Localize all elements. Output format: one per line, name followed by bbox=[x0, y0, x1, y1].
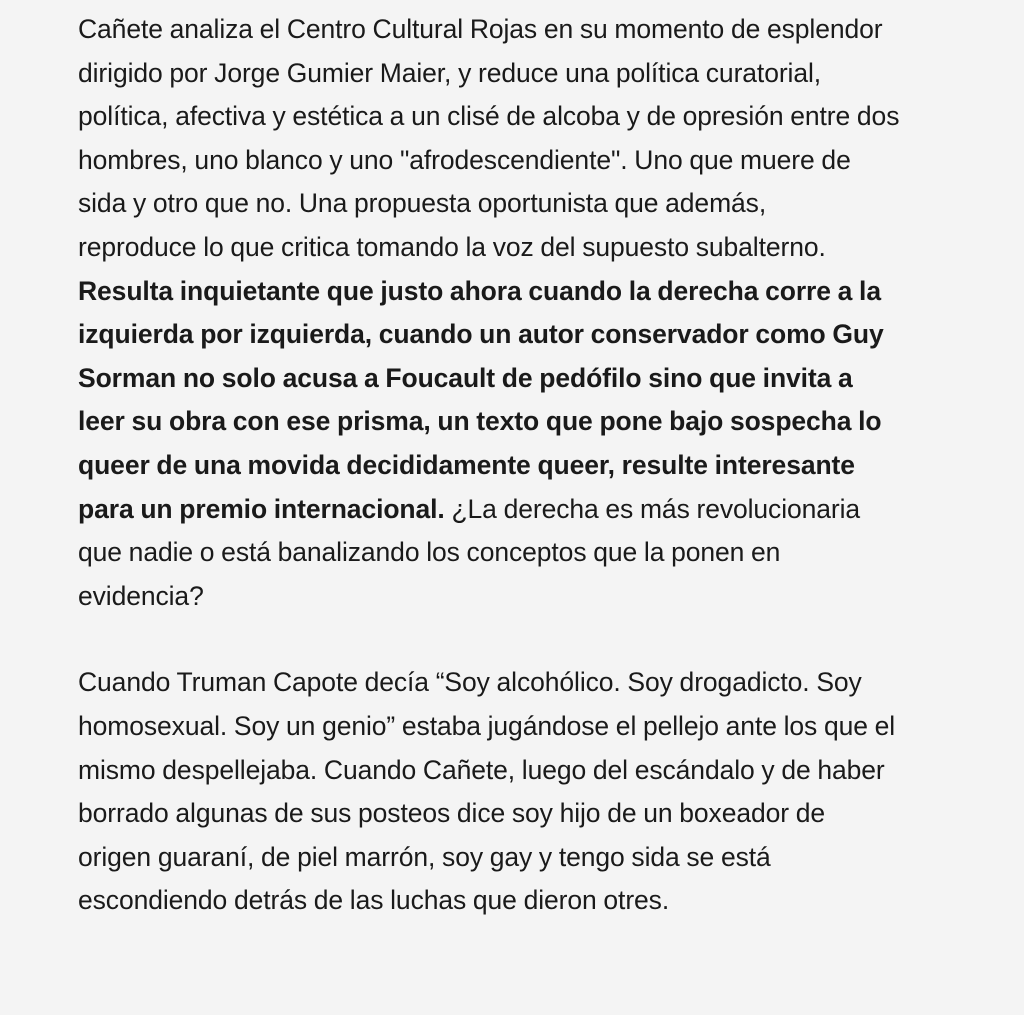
paragraph-1-line-13: que nadie o está banalizando los conceptos que la ponen en bbox=[78, 537, 781, 568]
paragraph-1-line-1: Cañete analiza el Centro Cultural Rojas en su momento de esplendor bbox=[78, 14, 883, 44]
paragraph-2-line-6: escondiendo detrás de las luchas que dieron otres. bbox=[78, 885, 670, 916]
paragraph-1-line-5: sida y otro que no. Una propuesta oportunista que además, bbox=[78, 188, 767, 219]
paragraph-1-line-3: política, afectiva y estética a un clisé de alcoba y de opresión entre dos bbox=[78, 101, 900, 132]
paragraph-1-line-12-bold-part: para un premio internacional. bbox=[78, 493, 445, 524]
paragraph-2-line-4: borrado algunas de sus posteos dice soy hijo de un boxeador de bbox=[78, 798, 826, 829]
article-body bbox=[78, 8, 978, 923]
paragraph-1-line-11: queer de una movida decididamente queer, resulte interesante bbox=[78, 449, 855, 480]
paragraph-1-line-14: evidencia? bbox=[78, 580, 204, 611]
paragraph-2 bbox=[78, 661, 978, 923]
paragraph-1-line-2: dirigido por Jorge Gumier Maier, y reduce una política curatorial, bbox=[78, 57, 822, 88]
paragraph-1 bbox=[78, 8, 978, 618]
paragraph-1-line-9: Sorman no solo acusa a Foucault de pedófilo sino que invita a bbox=[78, 362, 853, 393]
paragraph-2-line-5: origen guaraní, de piel marrón, soy gay y tengo sida se está bbox=[78, 841, 771, 872]
paragraph-1-line-6: reproduce lo que critica tomando la voz del supuesto subalterno. bbox=[78, 231, 826, 262]
paragraph-1-line-12 bbox=[78, 488, 978, 532]
paragraph-1-line-4: hombres, uno blanco y uno "afrodescendiente". Uno que muere de bbox=[78, 144, 851, 175]
paragraph-1-line-12-regular-part: ¿La derecha es más revolucionaria bbox=[444, 493, 861, 524]
paragraph-1-line-7: Resulta inquietante que justo ahora cuando la derecha corre a la bbox=[78, 275, 881, 306]
paragraph-1-line-8: izquierda por izquierda, cuando un autor conservador como Guy bbox=[78, 319, 884, 350]
paragraph-2-line-2: homosexual. Soy un genio” estaba jugándose el pellejo ante los que el bbox=[78, 710, 896, 741]
paragraph-2-line-1: Cuando Truman Capote decía “Soy alcohólico. Soy drogadicto. Soy bbox=[78, 667, 862, 698]
paragraph-2-line-3: mismo despellejaba. Cuando Cañete, luego del escándalo y de haber bbox=[78, 754, 885, 785]
paragraph-1-line-10: leer su obra con ese prisma, un texto que pone bajo sospecha lo bbox=[78, 406, 882, 437]
